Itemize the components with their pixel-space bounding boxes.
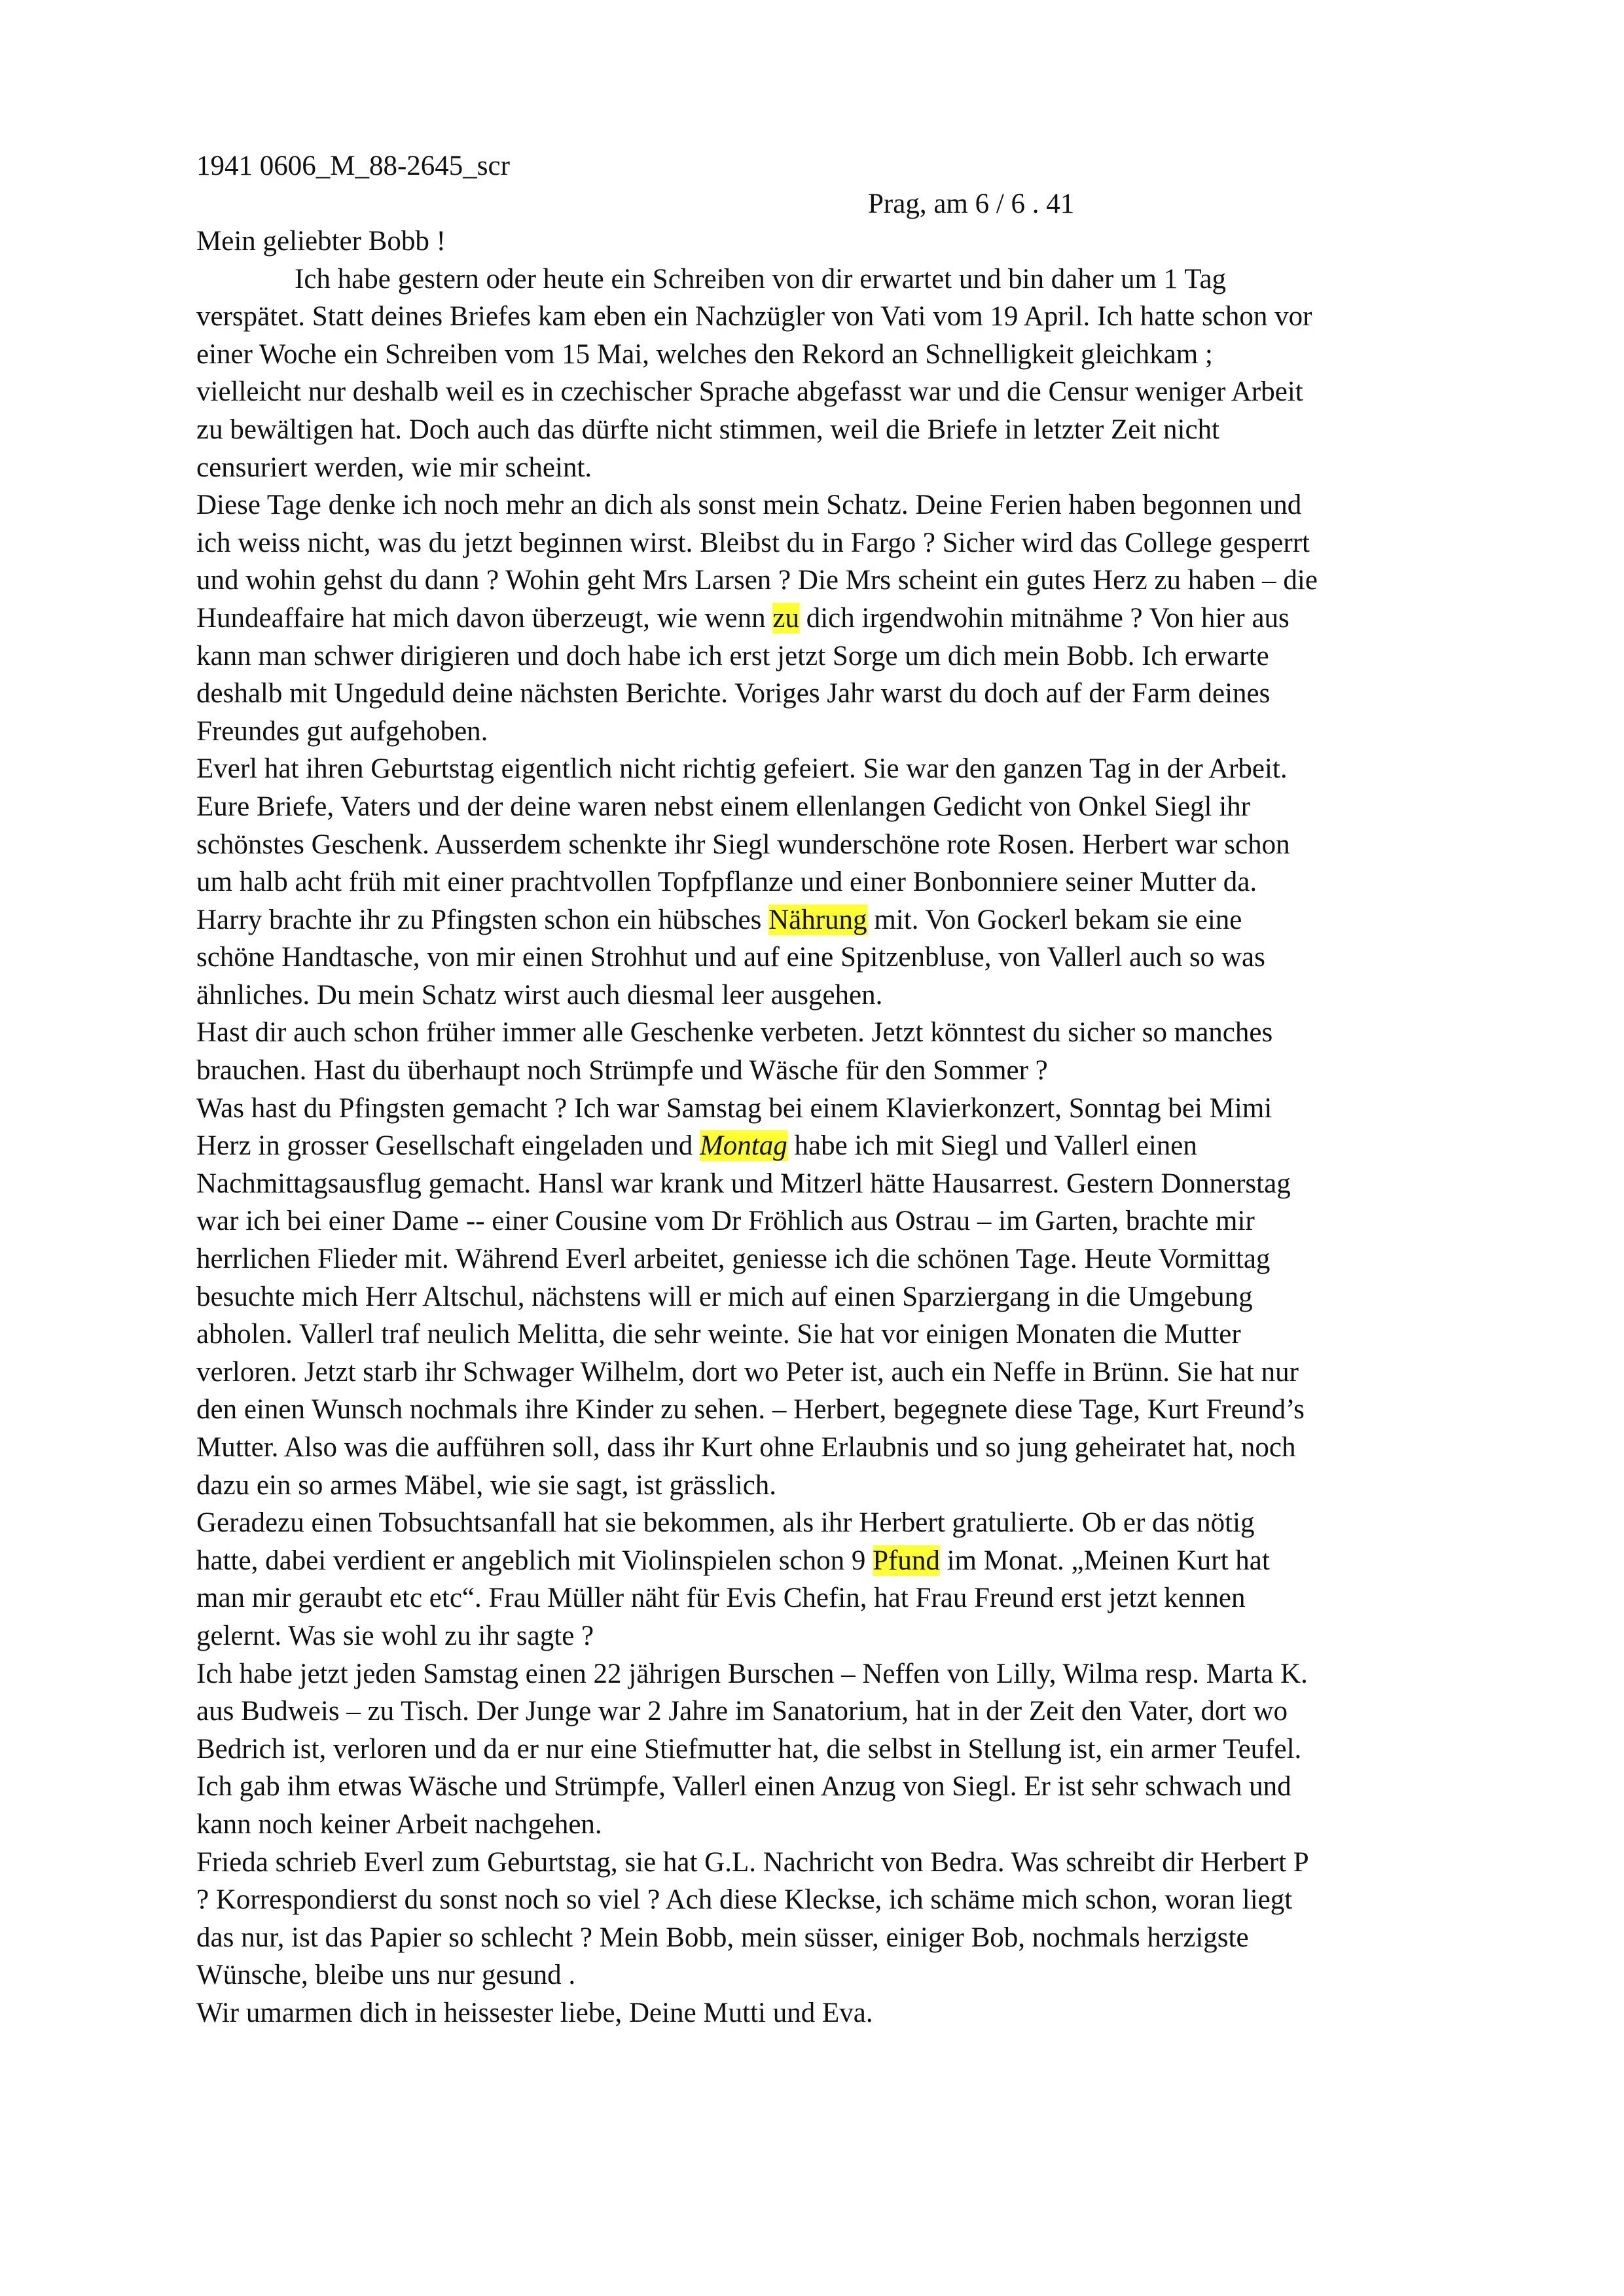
letter-line: kann man schwer dirigieren und doch habe ich erst jetzt Sorge um dich mein Bobb. Ich erwarte bbox=[196, 640, 1269, 672]
letter-line: verspätet. Statt deines Briefes kam eben ein Nachzügler von Vati vom 19 April. Ich hatte schon vor bbox=[196, 301, 1312, 332]
line-text: dich irgendwohin mitnähme ? Von hier aus bbox=[799, 602, 1290, 634]
letter-line: das nur, ist das Papier so schlecht ? Mein Bobb, mein süsser, einiger Bob, nochmals herzigste bbox=[196, 1922, 1249, 1953]
letter-line bbox=[196, 1542, 1479, 1580]
letter-line: Ich habe jetzt jeden Samstag einen 22 jährigen Burschen – Neffen von Lilly, Wilma resp. Marta K. bbox=[196, 1658, 1308, 1689]
letter-line: schöne Handtasche, von mir einen Strohhut und auf eine Spitzenbluse, von Vallerl auch so was bbox=[196, 942, 1265, 973]
letter-line: Was hast du Pfingsten gemacht ? Ich war Samstag bei einem Klavierkonzert, Sonntag bei Mimi bbox=[196, 1092, 1272, 1124]
line-text: habe ich mit Siegl und Vallerl einen bbox=[787, 1130, 1197, 1162]
letter-line: brauchen. Hast du überhaupt noch Strümpfe und Wäsche für den Sommer ? bbox=[196, 1055, 1048, 1086]
highlighted-word: zu bbox=[772, 602, 799, 634]
letter-line: um halb acht früh mit einer prachtvollen Topfpflanze und einer Bonbonniere seiner Mutter da. bbox=[196, 867, 1257, 898]
letter-line: abholen. Vallerl traf neulich Melitta, die sehr weinte. Sie hat vor einigen Monaten die Mutter bbox=[196, 1319, 1241, 1350]
letter-line: Everl hat ihren Geburtstag eigentlich nicht richtig gefeiert. Sie war den ganzen Tag in der Arbeit. bbox=[196, 753, 1288, 785]
letter-line: Wir umarmen dich in heissester liebe, Deine Mutti und Eva. bbox=[196, 1997, 873, 2028]
letter-line: Nachmittagsausflug gemacht. Hansl war krank und Mitzerl hätte Hausarrest. Gestern Donnerstag bbox=[196, 1168, 1291, 1199]
letter-line: ähnliches. Du mein Schatz wirst auch diesmal leer ausgehen. bbox=[196, 979, 883, 1011]
letter-line: schönstes Geschenk. Ausserdem schenkte ihr Siegl wunderschöne rote Rosen. Herbert war schon bbox=[196, 829, 1290, 860]
letter-line: Diese Tage denke ich noch mehr an dich als sonst mein Schatz. Deine Ferien haben begonnen und bbox=[196, 490, 1302, 521]
line-text: Harry brachte ihr zu Pfingsten schon ein hübsches bbox=[196, 904, 769, 935]
letter-line: aus Budweis – zu Tisch. Der Junge war 2 Jahre im Sanatorium, hat in der Zeit den Vater, dort wo bbox=[196, 1696, 1288, 1727]
letter-line: kann noch keiner Arbeit nachgehen. bbox=[196, 1808, 602, 1840]
letter-line: ich weiss nicht, was du jetzt beginnen wirst. Bleibst du in Fargo ? Sicher wird das College gesperrt bbox=[196, 527, 1310, 558]
letter-line: vielleicht nur deshalb weil es in czechischer Sprache abgefasst war und die Censur weniger Arbeit bbox=[196, 376, 1303, 408]
highlighted-word: Nährung bbox=[768, 904, 867, 935]
letter-line: Eure Briefe, Vaters und der deine waren nebst einem ellenlangen Gedicht von Onkel Siegl ihr bbox=[196, 791, 1250, 822]
letter-line: verloren. Jetzt starb ihr Schwager Wilhelm, dort wo Peter ist, auch ein Neffe in Brünn. Sie hat nur bbox=[196, 1356, 1299, 1388]
letter-line: besuchte mich Herr Altschul, nächstens will er mich auf einen Sparziergang in die Umgebung bbox=[196, 1281, 1253, 1312]
letter-line: den einen Wunsch nochmals ihre Kinder zu sehen. – Herbert, begegnete diese Tage, Kurt Freund’s bbox=[196, 1394, 1305, 1426]
letter-line bbox=[196, 1127, 1479, 1165]
letter-line: Bedrich ist, verloren und da er nur eine Stiefmutter hat, die selbst in Stellung ist, ein armer Teufel. bbox=[196, 1733, 1302, 1765]
letter-line: war ich bei einer Dame -- einer Cousine vom Dr Fröhlich aus Ostrau – im Garten, brachte mir bbox=[196, 1206, 1255, 1237]
letter-line: herrlichen Flieder mit. Während Everl arbeitet, geniesse ich die schönen Tage. Heute Vormittag bbox=[196, 1244, 1271, 1275]
letter-line: und wohin gehst du dann ? Wohin geht Mrs Larsen ? Die Mrs scheint ein gutes Herz zu haben – die bbox=[196, 565, 1318, 596]
letter-line: ? Korrespondierst du sonst noch so viel ? Ach diese Kleckse, ich schäme mich schon, woran liegt bbox=[196, 1884, 1293, 1916]
line-text: mit. Von Gockerl bekam sie eine bbox=[867, 904, 1242, 935]
letter-line: zu bewältigen hat. Doch auch das dürfte nicht stimmen, weil die Briefe in letzter Zeit nicht bbox=[196, 414, 1219, 445]
letter-line bbox=[196, 901, 1479, 939]
letter-line: Wünsche, bleibe uns nur gesund . bbox=[196, 1960, 576, 1991]
line-text: im Monat. „Meinen Kurt hat bbox=[939, 1545, 1270, 1576]
letter-line: censuriert werden, wie mir scheint. bbox=[196, 452, 592, 483]
letter-line: einer Woche ein Schreiben vom 15 Mai, welches den Rekord an Schnelligkeit gleichkam ; bbox=[196, 338, 1213, 370]
salutation: Mein geliebter Bobb ! bbox=[196, 226, 446, 257]
letter-body bbox=[196, 223, 1479, 2032]
letter-line: Frieda schrieb Everl zum Geburtstag, sie hat G.L. Nachricht von Bedra. Was schreibt dir Herbert P bbox=[196, 1846, 1309, 1878]
letter-line: gelernt. Was sie wohl zu ihr sagte ? bbox=[196, 1620, 594, 1651]
letter-line bbox=[196, 600, 1479, 637]
line-text: hatte, dabei verdient er angeblich mit Violinspielen schon 9 bbox=[196, 1545, 873, 1576]
letter-line: Ich gab ihm etwas Wäsche und Strümpfe, Vallerl einen Anzug von Siegl. Er ist sehr schwach und bbox=[196, 1771, 1291, 1803]
highlighted-word: Pfund bbox=[873, 1545, 940, 1576]
place-date: Prag, am 6 / 6 . 41 bbox=[868, 188, 1075, 219]
highlighted-word: Montag bbox=[699, 1130, 787, 1162]
letter-line: Geradezu einen Tobsuchtsanfall hat sie bekommen, als ihr Herbert gratulierte. Ob er das nötig bbox=[196, 1507, 1255, 1539]
line-text: Hundeaffaire hat mich davon überzeugt, wie wenn bbox=[196, 602, 773, 634]
letter-line: dazu ein so armes Mäbel, wie sie sagt, ist grässlich. bbox=[196, 1469, 777, 1501]
letter-line: Mutter. Also was die aufführen soll, dass ihr Kurt ohne Erlaubnis und so jung geheiratet hat, noch bbox=[196, 1432, 1296, 1463]
line-text: Herz in grosser Gesellschaft eingeladen und bbox=[196, 1130, 700, 1162]
letter-line: man mir geraubt etc etc“. Frau Müller näht für Evis Chefin, hat Frau Freund erst jetzt kennen bbox=[196, 1583, 1246, 1614]
letter-line: Ich habe gestern oder heute ein Schreiben von dir erwartet und bin daher um 1 Tag bbox=[295, 263, 1227, 295]
letter-line: deshalb mit Ungeduld deine nächsten Berichte. Voriges Jahr warst du doch auf der Farm deines bbox=[196, 678, 1271, 709]
document-reference: 1941 0606_M_88-2645_scr bbox=[196, 151, 510, 181]
letter-line: Hast dir auch schon früher immer alle Geschenke verbeten. Jetzt könntest du sicher so manches bbox=[196, 1017, 1273, 1049]
letter-line: Freundes gut aufgehoben. bbox=[196, 715, 488, 747]
